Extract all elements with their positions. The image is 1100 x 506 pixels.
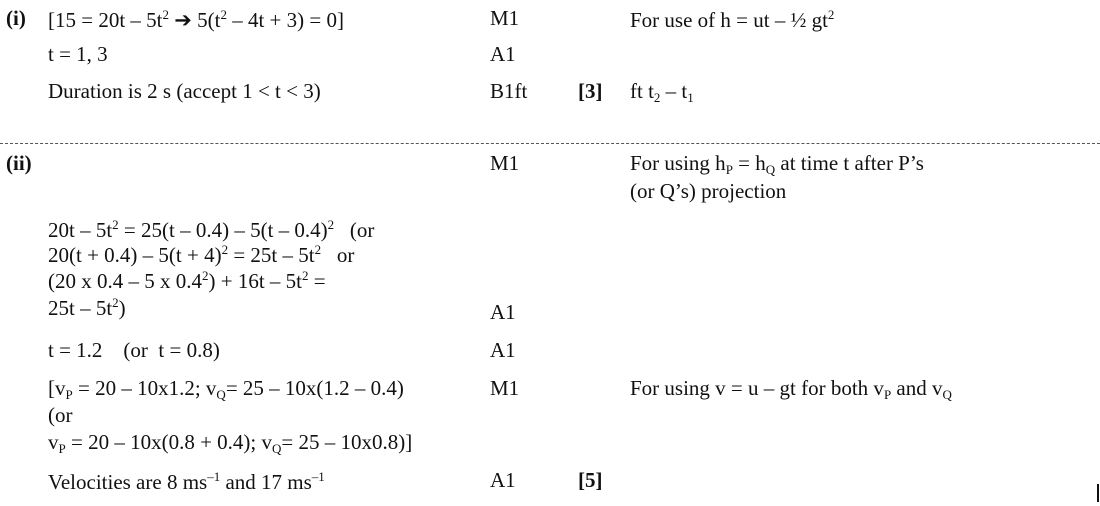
- mark-a1: A1: [490, 300, 516, 324]
- note-subscript: 2: [653, 90, 661, 105]
- velocity-or: (or: [48, 403, 73, 427]
- note-text: at time t after P’s: [775, 151, 924, 175]
- mark-a1: A1: [490, 338, 516, 362]
- eq-text: 20(t + 0.4) – 5(t + 4): [48, 243, 222, 267]
- mark-m1: M1: [490, 151, 520, 175]
- eq-text: = 25(t – 0.4) – 5(t – 0.4): [118, 218, 328, 242]
- part-ii-note-heights: [630, 153, 924, 176]
- eq-text: = 25 – 10x(1.2 – 0.4): [225, 376, 404, 400]
- part-i-total: [3]: [578, 79, 603, 103]
- edge-marker: [1097, 484, 1099, 502]
- eq-text: = 20 – 10x(0.8 + 0.4); v: [65, 430, 272, 454]
- note-subscript: P: [725, 162, 733, 177]
- velocity-working-1: [48, 378, 404, 401]
- note-text: For use of h = ut – ½ gt: [630, 8, 828, 32]
- eq-exponent: 2: [220, 7, 227, 22]
- note-subscript: Q: [765, 162, 776, 177]
- part-ii-total: [5]: [578, 468, 603, 492]
- eq-exponent: 2: [162, 7, 170, 22]
- eq-text: [15 = 20t – 5t: [48, 8, 163, 32]
- equation-line-2: [48, 243, 354, 266]
- equation-line-3: [48, 269, 326, 292]
- part-i-duration: Duration is 2 s (accept 1 < t < 3): [48, 79, 321, 103]
- note-subscript: 1: [687, 90, 694, 105]
- eq-text: 20t – 5t: [48, 218, 113, 242]
- part-ii-note-projection: (or Q’s) projection: [630, 179, 787, 203]
- eq-text: 5(t: [191, 8, 221, 32]
- eq-text: 25t – 5t: [48, 296, 113, 320]
- eq-text: = 25t – 5t: [228, 243, 315, 267]
- mark-m1: M1: [490, 6, 520, 30]
- eq-text: ) + 16t – 5t: [208, 269, 303, 293]
- eq-exponent: –1: [311, 469, 325, 484]
- mark-m1: M1: [490, 376, 520, 400]
- eq-subscript: P: [65, 387, 73, 402]
- eq-subscript: Q: [272, 441, 282, 456]
- mark-a1: A1: [490, 42, 516, 66]
- eq-text: – 4t + 3) = 0]: [226, 8, 344, 32]
- equation-line-1: [48, 218, 374, 241]
- eq-text: or: [321, 243, 355, 267]
- eq-text: ): [118, 296, 126, 320]
- part-ii-note-velocity: [630, 378, 952, 401]
- eq-text: v: [48, 430, 59, 454]
- eq-exponent: 2: [327, 217, 335, 232]
- eq-exponent: 2: [221, 242, 229, 257]
- velocity-working-2: [48, 432, 412, 455]
- eq-exponent: 2: [302, 268, 309, 283]
- eq-exponent: 2: [314, 242, 322, 257]
- part-i-note-ft: [630, 81, 694, 104]
- equation-line-4: [48, 296, 126, 319]
- note-subscript: Q: [942, 387, 952, 402]
- eq-subscript: Q: [216, 387, 226, 402]
- eq-text: (20 x 0.4 – 5 x 0.4: [48, 269, 202, 293]
- part-i-note-formula: [630, 8, 834, 31]
- section-divider: [0, 143, 1100, 144]
- mark-b1ft: B1ft: [490, 79, 528, 103]
- arrow-icon: ➔: [174, 8, 192, 32]
- part-i-label: (i): [6, 6, 26, 30]
- eq-text: and 17 ms: [220, 470, 312, 494]
- part-i-roots: t = 1, 3: [48, 42, 108, 66]
- eq-exponent: 2: [112, 217, 119, 232]
- eq-exponent: 2: [112, 295, 119, 310]
- eq-subscript: P: [58, 441, 66, 456]
- note-text: ft t: [630, 79, 654, 103]
- eq-text: [v: [48, 376, 66, 400]
- note-text: For using v = u – gt for both v: [630, 376, 884, 400]
- eq-text: = 25 – 10x0.8)]: [281, 430, 413, 454]
- eq-text: (or: [334, 218, 375, 242]
- mark-a1: A1: [490, 468, 516, 492]
- velocities-answer: [48, 470, 325, 493]
- eq-text: =: [308, 269, 326, 293]
- eq-exponent: –1: [207, 469, 221, 484]
- note-text: – t: [660, 79, 688, 103]
- note-text: and v: [891, 376, 943, 400]
- part-ii-label: (ii): [6, 151, 32, 175]
- note-subscript: P: [883, 387, 892, 402]
- t-solution: t = 1.2 (or t = 0.8): [48, 338, 220, 362]
- part-i-equation: [48, 8, 344, 31]
- note-text: For using h: [630, 151, 726, 175]
- note-text: = h: [732, 151, 766, 175]
- eq-text: = 20 – 10x1.2; v: [72, 376, 217, 400]
- eq-text: Velocities are 8 ms: [48, 470, 208, 494]
- eq-exponent: 2: [202, 268, 209, 283]
- note-exponent: 2: [827, 7, 835, 22]
